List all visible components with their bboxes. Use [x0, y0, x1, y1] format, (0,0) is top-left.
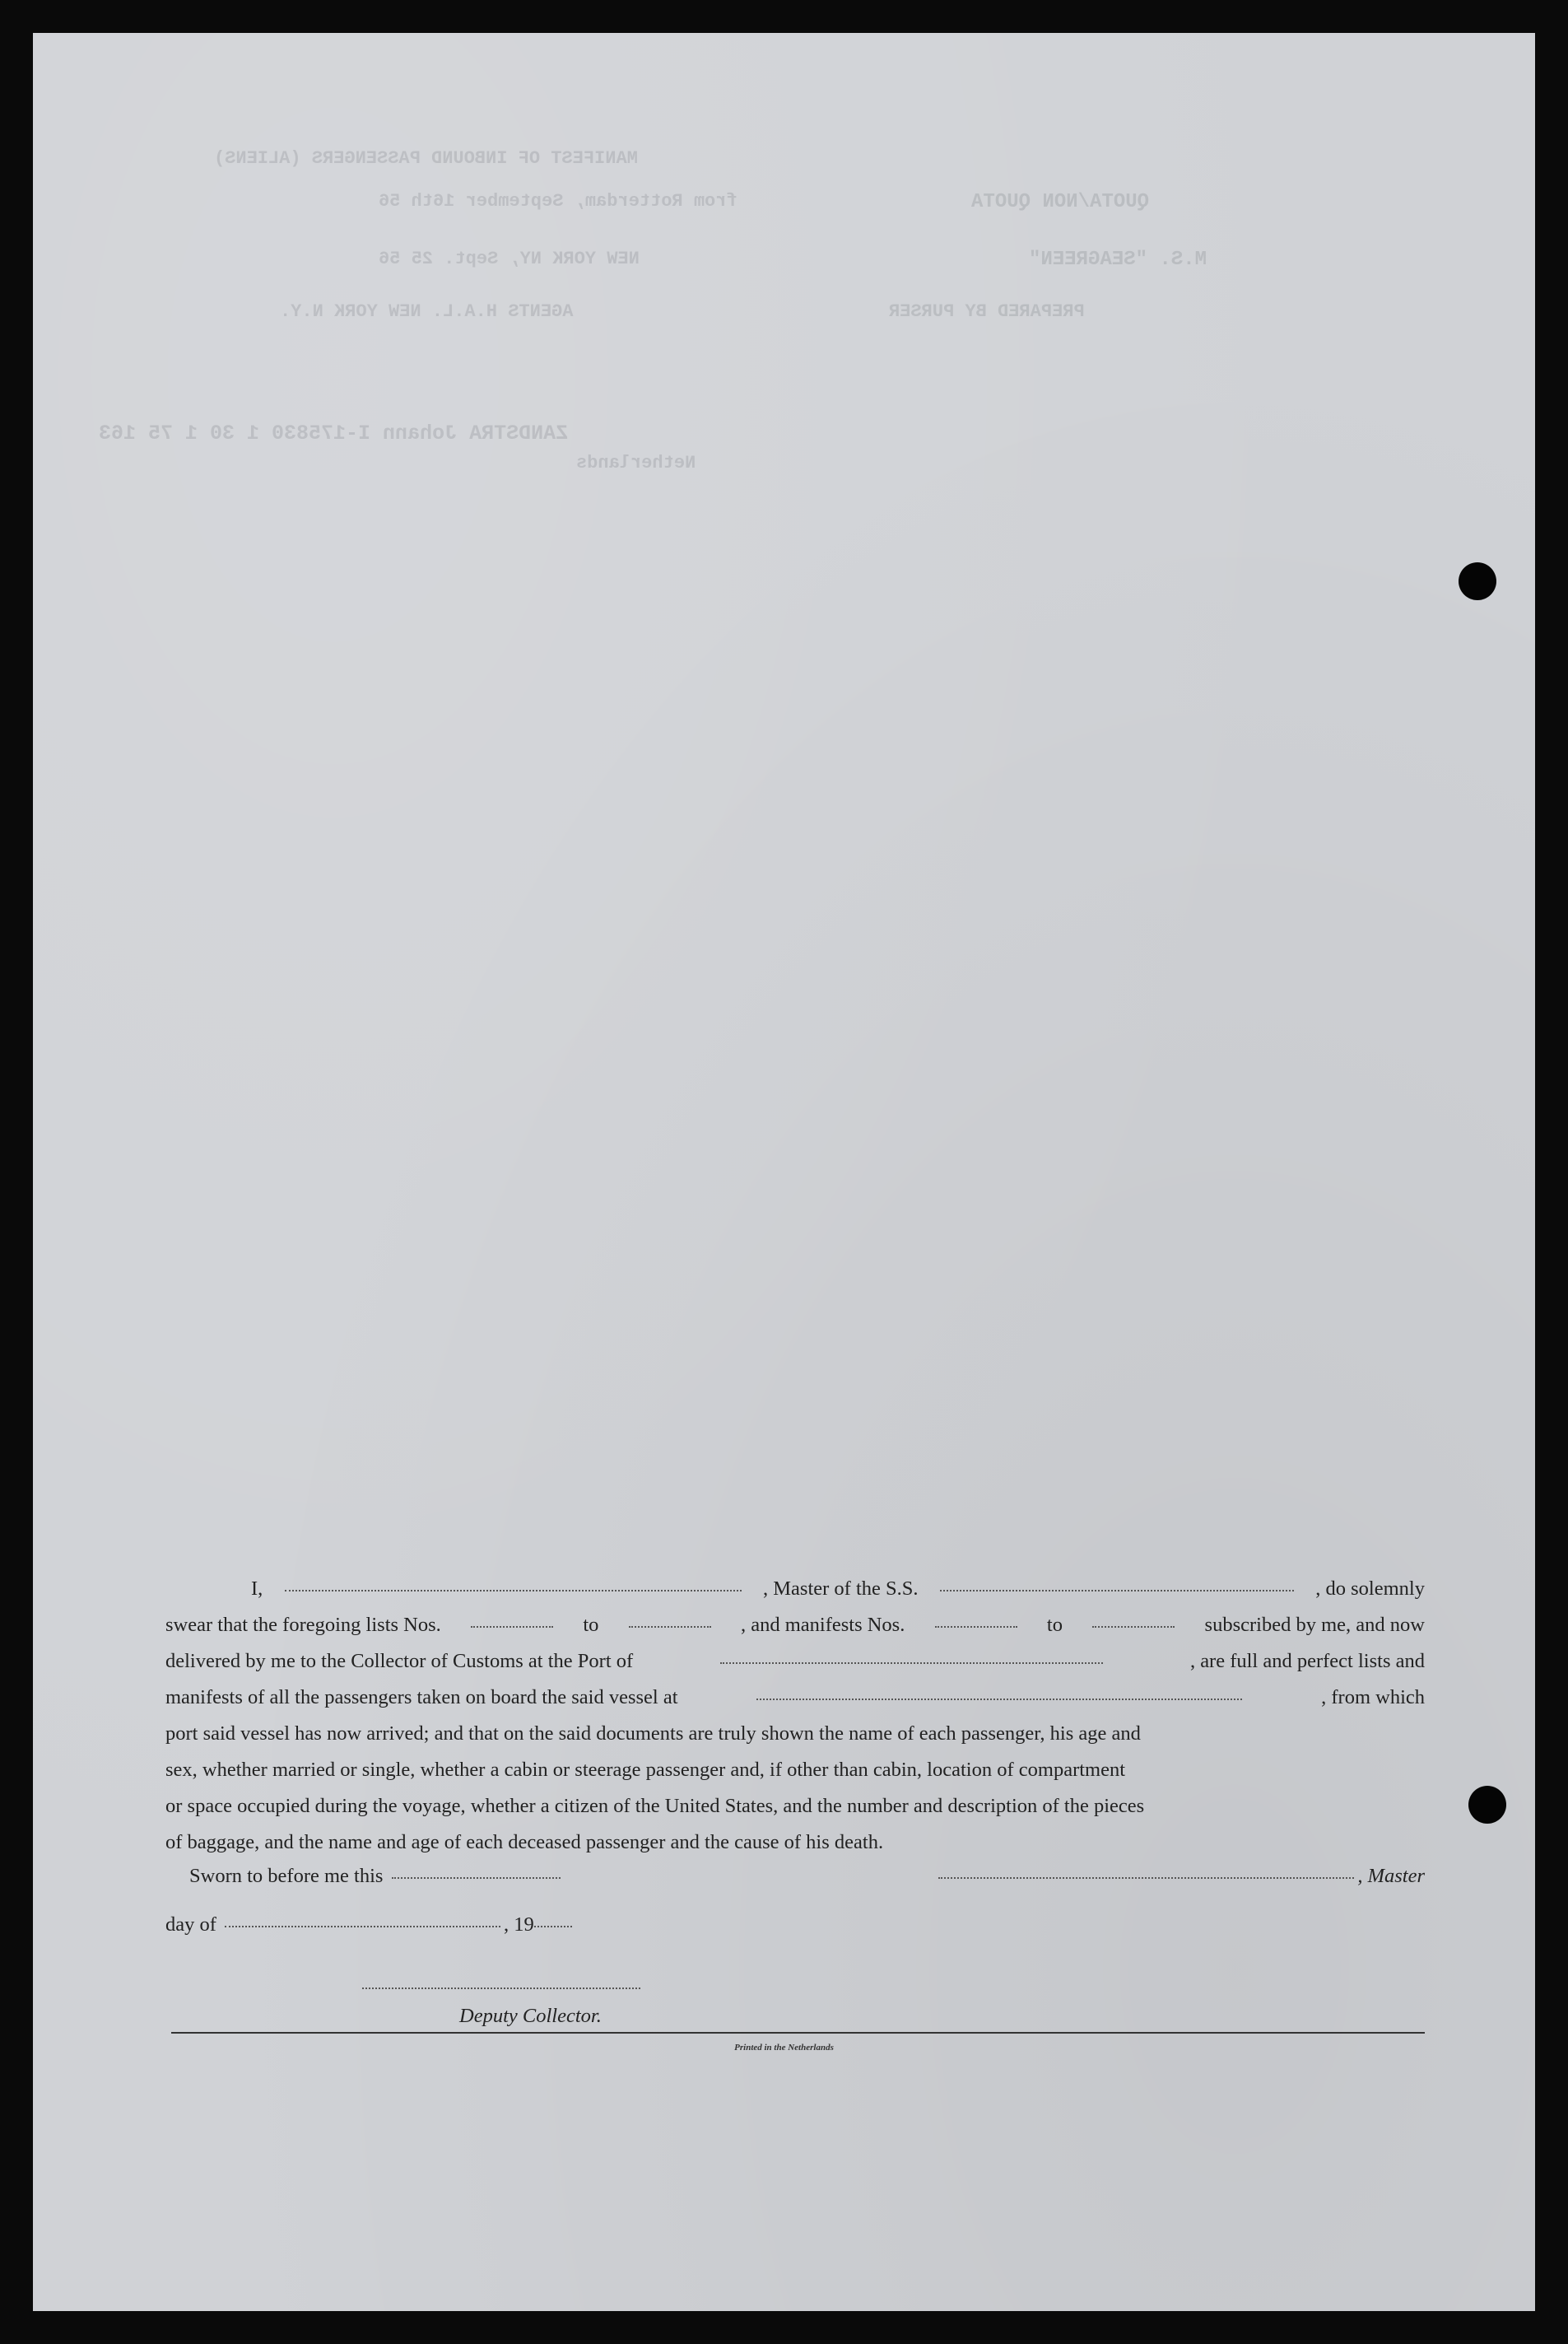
ship-name-field[interactable]	[940, 1590, 1294, 1591]
oath-text: , and manifests Nos.	[740, 1614, 905, 1636]
list-to-field[interactable]	[629, 1626, 711, 1628]
oath-row	[165, 1788, 1425, 1824]
master-signature-field[interactable]	[938, 1877, 1354, 1879]
divider	[171, 2032, 1425, 2034]
oath-text: of baggage, and the name and age of each deceased passenger and the cause of his death.	[165, 1831, 884, 1853]
oath-text: to	[583, 1614, 599, 1636]
bleed-line: PREPARED BY PURSER	[889, 301, 1085, 322]
oath-text: , from which	[1321, 1686, 1425, 1708]
deputy-collector-label: Deputy Collector.	[459, 2005, 602, 2027]
oath-text: I,	[251, 1577, 263, 1600]
oath-text: swear that the foregoing lists Nos.	[165, 1614, 441, 1636]
oath-row	[165, 1571, 1425, 1607]
port-field[interactable]	[720, 1662, 1103, 1664]
year-field[interactable]	[534, 1926, 572, 1927]
bleed-line: MANIFEST OF INBOUND PASSENGERS (ALIENS)	[214, 148, 638, 169]
bleed-line: NEW YORK NY, Sept. 25 56	[379, 249, 640, 269]
oath-text: manifests of all the passengers taken on board the said vessel at	[165, 1686, 678, 1708]
deputy-signature-field[interactable]	[362, 1988, 640, 1989]
oath-paragraph	[165, 1571, 1425, 1861]
bleed-line: Netherlands	[576, 453, 696, 473]
oath-row	[165, 1716, 1425, 1752]
sworn-date-field[interactable]	[392, 1877, 561, 1879]
embark-port-field[interactable]	[756, 1699, 1242, 1700]
master-label: , Master	[1357, 1865, 1425, 1887]
form-page	[33, 33, 1535, 2311]
oath-text: sex, whether married or single, whether a cabin or steerage passenger and, if other than cabin, location of compartment	[165, 1759, 1126, 1781]
oath-row	[165, 1607, 1425, 1643]
bleed-line: M.S. "SEAGREEN"	[1029, 249, 1207, 271]
oath-row	[165, 1824, 1425, 1861]
punch-hole	[1468, 1786, 1506, 1824]
manifest-from-field[interactable]	[935, 1626, 1017, 1628]
oath-row	[165, 1680, 1425, 1716]
master-name-field[interactable]	[285, 1590, 742, 1591]
manifest-to-field[interactable]	[1092, 1626, 1175, 1628]
sworn-row	[189, 1865, 1425, 1901]
oath-text: , do solemnly	[1315, 1577, 1425, 1600]
sworn-label: Sworn to before me this	[189, 1865, 384, 1887]
bleed-line: ZANDSTRA Johann I-175830 1 30 1 75 163	[99, 422, 569, 445]
oath-text: to	[1046, 1614, 1063, 1636]
oath-row	[165, 1643, 1425, 1680]
oath-text: , are full and perfect lists and	[1189, 1650, 1425, 1672]
oath-text: port said vessel has now arrived; and that on the said documents are truly shown the name of each passenger, his age and	[165, 1722, 1141, 1745]
year-prefix: , 19	[504, 1913, 534, 1936]
oath-row	[165, 1752, 1425, 1788]
day-of-label: day of	[165, 1913, 216, 1936]
oath-text: subscribed by me, and now	[1204, 1614, 1425, 1636]
oath-text: or space occupied during the voyage, whether a citizen of the United States, and the number and description of the pieces	[165, 1795, 1145, 1817]
bleed-line: AGENTS H.A.L. NEW YORK N.Y.	[280, 301, 574, 322]
month-field[interactable]	[225, 1926, 500, 1927]
bleed-line: from Rotterdam, September 16th 56	[379, 191, 737, 212]
day-of-row	[165, 1913, 575, 1950]
list-from-field[interactable]	[471, 1626, 553, 1628]
punch-hole	[1459, 562, 1496, 600]
printed-in-note: Printed in the Netherlands	[734, 2043, 834, 2053]
oath-text: , Master of the S.S.	[763, 1577, 919, 1600]
oath-text: delivered by me to the Collector of Customs at the Port of	[165, 1650, 634, 1672]
bleed-through-text	[33, 33, 1535, 527]
bleed-line: QUOTA/NON QUOTA	[971, 191, 1150, 213]
